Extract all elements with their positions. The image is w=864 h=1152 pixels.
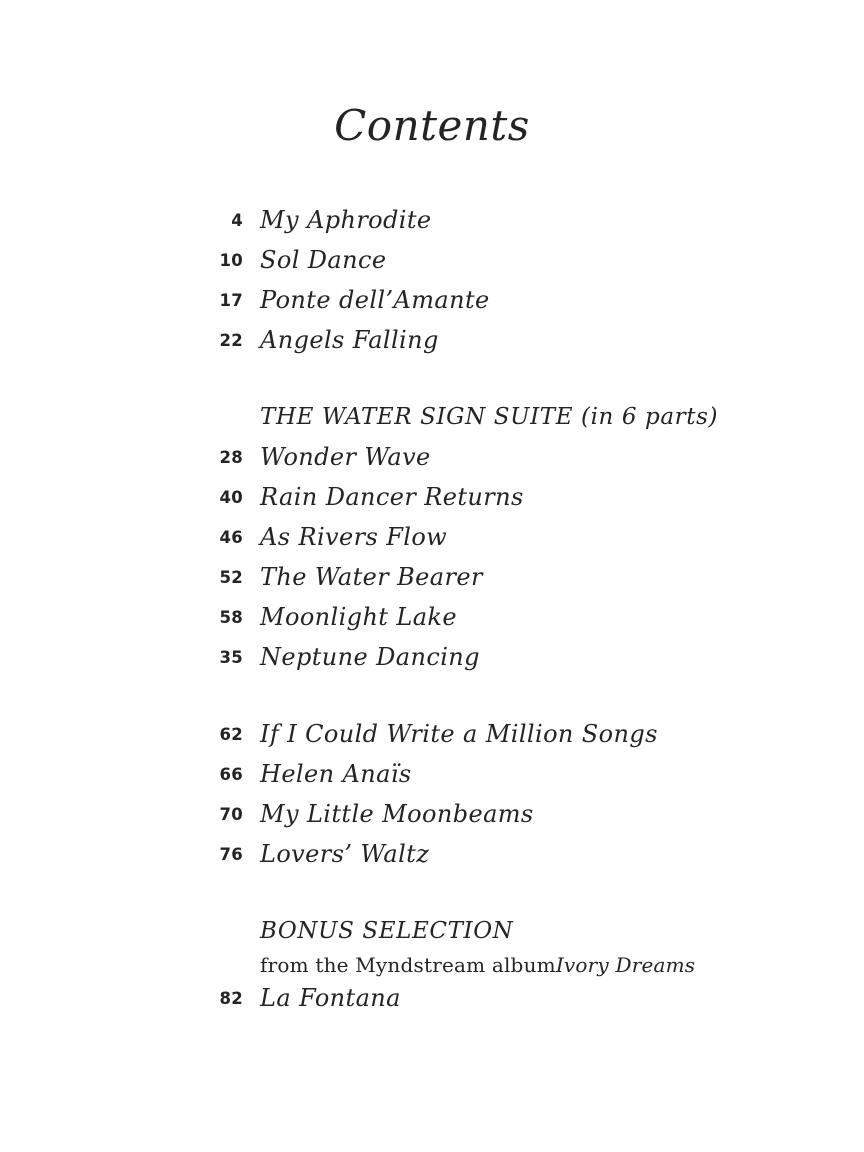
toc-entry-page-number: 58 xyxy=(219,607,243,627)
toc-entry-title: If I Could Write a Million Songs xyxy=(260,720,658,748)
toc-entry-page-number: 4 xyxy=(231,210,243,230)
toc-entry xyxy=(180,557,834,597)
toc-entry-title: Lovers’ Waltz xyxy=(260,840,430,868)
toc-list xyxy=(180,200,834,1018)
toc-entry-title: My Aphrodite xyxy=(260,206,432,234)
subheading-text: from the Myndstream album xyxy=(260,952,556,977)
toc-entry-title: La Fontana xyxy=(260,984,401,1012)
toc-entry-title: Neptune Dancing xyxy=(260,643,480,671)
toc-entry xyxy=(180,637,834,677)
toc-entry-title: Rain Dancer Returns xyxy=(260,483,524,511)
toc-entry xyxy=(180,517,834,557)
toc-entry-page-number: 46 xyxy=(219,527,243,547)
section-heading: THE WATER SIGN SUITE (in 6 parts) xyxy=(260,404,719,430)
toc-group xyxy=(180,200,834,360)
toc-entry-page-number: 52 xyxy=(219,567,243,587)
section-subheading xyxy=(180,951,834,978)
toc-entry-title: As Rivers Flow xyxy=(260,523,448,551)
toc-entry xyxy=(180,200,834,240)
toc-entry-page-number: 82 xyxy=(219,988,243,1008)
toc-entry-page-number: 66 xyxy=(219,764,243,784)
toc-entry xyxy=(180,834,834,874)
toc-entry xyxy=(180,240,834,280)
toc-group xyxy=(180,714,834,874)
toc-entry-page-number: 17 xyxy=(219,290,243,310)
toc-entry xyxy=(180,978,834,1018)
album-title: Ivory Dreams xyxy=(555,952,696,977)
toc-entry xyxy=(180,714,834,754)
toc-entry-page-number: 62 xyxy=(219,724,243,744)
toc-entry-page-number: 40 xyxy=(219,487,243,507)
page-title: Contents xyxy=(334,101,530,150)
toc-group xyxy=(180,397,834,677)
toc-group xyxy=(180,911,834,1018)
toc-entry xyxy=(180,754,834,794)
toc-entry-title: Sol Dance xyxy=(260,246,387,274)
toc-entry xyxy=(180,597,834,637)
toc-entry xyxy=(180,477,834,517)
toc-entry-page-number: 10 xyxy=(219,250,243,270)
toc-entry-title: Helen Anaïs xyxy=(260,760,412,788)
toc-entry-title: Wonder Wave xyxy=(260,443,431,471)
toc-entry-page-number: 35 xyxy=(219,647,243,667)
toc-entry-page-number: 70 xyxy=(219,804,243,824)
toc-entry xyxy=(180,437,834,477)
toc-entry-page-number: 76 xyxy=(219,844,243,864)
toc-entry xyxy=(180,320,834,360)
toc-entry-title: Angels Falling xyxy=(260,326,439,354)
toc-entry-title: The Water Bearer xyxy=(260,563,483,591)
section-heading: BONUS SELECTION xyxy=(260,918,514,944)
toc-entry-title: My Little Moonbeams xyxy=(260,800,534,828)
toc-entry-page-number: 28 xyxy=(219,447,243,467)
toc-entry-title: Moonlight Lake xyxy=(260,603,457,631)
toc-entry xyxy=(180,280,834,320)
toc-entry-title: Ponte dell’Amante xyxy=(260,286,490,314)
toc-entry-page-number: 22 xyxy=(219,330,243,350)
toc-entry xyxy=(180,794,834,834)
